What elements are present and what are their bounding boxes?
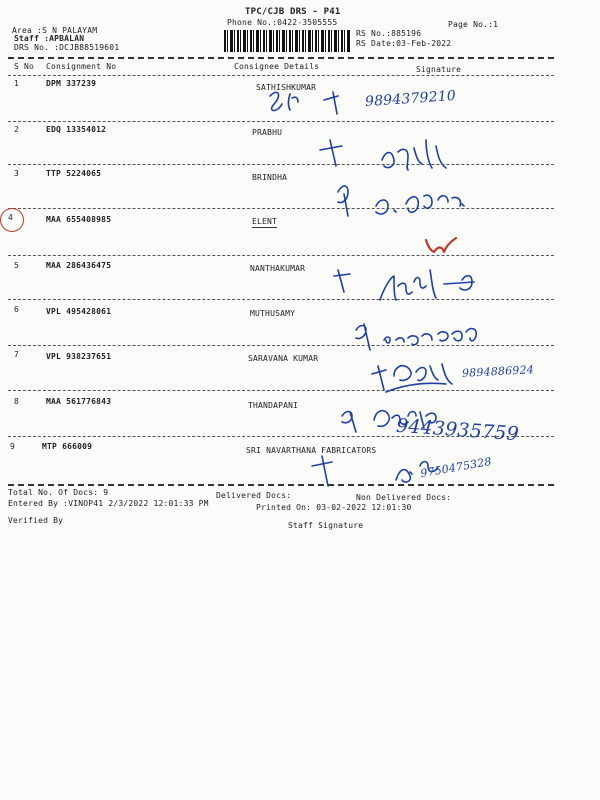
signature-stroke	[380, 270, 474, 300]
tick-mark	[342, 412, 356, 433]
staff-label: Staff :APBALAN	[14, 34, 85, 43]
col-signature: Signature	[416, 65, 462, 74]
verified-by: Verified By	[8, 516, 64, 525]
signature-stroke	[396, 462, 438, 483]
row-consignee: NANTHAKUMAR	[250, 264, 306, 273]
row-sno: 9	[10, 442, 16, 451]
row-consignee: MUTHUSAMY	[250, 309, 296, 318]
row-sno: 2	[14, 125, 20, 134]
tick-mark	[356, 324, 370, 350]
row-consignment: MAA 655408985	[46, 215, 112, 224]
col-sno: S No	[14, 62, 35, 71]
rs-date: RS Date:03-Feb-2022	[356, 39, 452, 48]
row-sno: 6	[14, 305, 20, 314]
row-consignment: MAA 286436475	[46, 261, 112, 270]
row-consignment: DPM 337239	[46, 79, 97, 88]
rs-number: RS No.:885196	[356, 29, 422, 38]
total-docs: Total No. Of Docs: 9	[8, 488, 109, 497]
row-consignment: VPL 495428061	[46, 307, 112, 316]
row-consignee: SRI NAVARTHANA FABRICATORS	[246, 446, 377, 455]
signature-stroke	[270, 92, 282, 110]
handwritten-phone: 9750475328	[419, 454, 493, 481]
row-sno: 1	[14, 79, 20, 88]
signature-stroke	[374, 411, 436, 428]
row-consignment: VPL 938237651	[46, 352, 112, 361]
area-label: Area :S N PALAYAM	[12, 26, 98, 35]
tick-mark	[372, 366, 386, 390]
printed-on: Printed On: 03-02-2022 12:01:30	[256, 503, 412, 512]
row-consignment: MTP 666009	[42, 442, 93, 451]
row-sno: 8	[14, 397, 20, 406]
row-sno: 5	[14, 261, 20, 270]
tick-mark	[320, 140, 342, 166]
row-consignee: BRINDHA	[252, 173, 288, 182]
row-consignment: EDQ 13354012	[46, 125, 107, 134]
tick-mark	[324, 92, 338, 114]
row-consignee: SARAVANA KUMAR	[248, 354, 319, 363]
signature-stroke	[384, 329, 476, 345]
col-consignee: Consignee Details	[234, 62, 320, 71]
row-consignee: ELENT	[252, 217, 278, 226]
handwritten-phone: 9894379210	[364, 87, 457, 111]
row-consignee: THANDAPANI	[248, 401, 299, 410]
row-sno: 7	[14, 350, 20, 359]
row-consignment: MAA 561776843	[46, 397, 112, 406]
staff-signature-label: Staff Signature	[288, 521, 364, 530]
handwritten-phone: 9894886924	[461, 363, 535, 380]
document-title: TPC/CJB DRS - P41	[245, 7, 341, 17]
row-sno: 4	[8, 213, 14, 222]
col-consignment: Consignment No	[46, 62, 117, 71]
entered-by: Entered By :VINOP41 2/3/2022 12:01:33 PM	[8, 499, 209, 508]
signature-stroke	[386, 364, 452, 392]
tick-mark	[338, 186, 348, 216]
tick-mark	[334, 270, 350, 292]
row-consignee: PRABHU	[252, 128, 283, 137]
handwritten-phone: 9443935759	[395, 414, 520, 446]
signature-stroke	[289, 94, 299, 110]
signature-stroke	[376, 195, 464, 214]
drs-number: DRS No. :DCJB88519601	[14, 43, 120, 52]
red-check-mark	[426, 238, 456, 252]
delivered-docs: Delivered Docs:	[216, 491, 292, 500]
row-consignee: SATHISHKUMAR	[256, 83, 317, 92]
page-number: Page No.:1	[448, 20, 499, 29]
tick-mark	[312, 456, 332, 486]
signature-stroke	[382, 140, 446, 170]
phone-number: Phone No.:0422-3505555	[227, 18, 338, 27]
non-delivered-docs: Non Delivered Docs:	[356, 493, 452, 502]
row-sno: 3	[14, 169, 20, 178]
row-consignment: TTP 5224065	[46, 169, 102, 178]
